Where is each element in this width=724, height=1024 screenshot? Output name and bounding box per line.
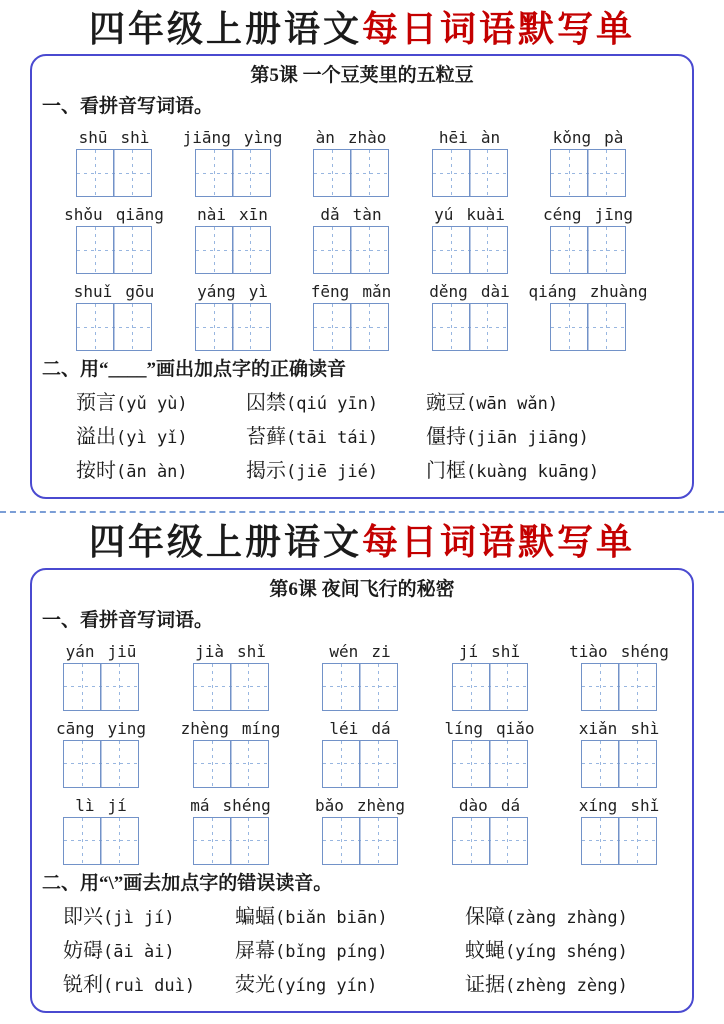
hanzi: 门框 • (426, 460, 466, 482)
writing-grid-box (63, 817, 139, 865)
pinyin-syllable: shǐ (237, 641, 266, 661)
pinyin-syllable: kuài (466, 205, 505, 225)
pinyin-label (66, 641, 137, 663)
pinyin-syllable: zhuàng (589, 282, 648, 302)
pinyin-grid-group (190, 795, 271, 865)
word-entry (465, 904, 692, 932)
pinyin-grid-group (180, 718, 281, 788)
writing-grid-box (193, 740, 269, 788)
worksheet-card-lesson6 (30, 568, 694, 1013)
pinyin-syllable: shéng (620, 641, 669, 661)
pinyin-syllable: zhèng (356, 795, 406, 815)
pinyin-syllable: àn (315, 128, 335, 148)
page-title (0, 521, 724, 563)
word-entry (76, 458, 246, 486)
word-choices-grid (63, 904, 692, 1000)
hanzi: 锐 •利 (63, 974, 103, 996)
word-pinyin: (qiú yīn) (286, 394, 379, 415)
hanzi: 保障 • (465, 906, 505, 928)
pinyin-label (579, 795, 659, 817)
pinyin-syllable: lì (75, 795, 95, 815)
word-pinyin: (kuàng kuāng) (466, 462, 600, 483)
pinyin-syllable: dào (458, 795, 488, 815)
writing-grid-box (452, 817, 528, 865)
pinyin-syllable: zhèng (180, 718, 229, 738)
word-entry (76, 390, 246, 418)
word-entry (76, 424, 246, 452)
worksheet-card-lesson5 (30, 54, 694, 499)
pinyin-grid-group (63, 795, 139, 865)
hanzi: 妨碍 • (63, 940, 103, 962)
pinyin-grid-group (578, 795, 660, 865)
hanzi: 蝙 •蝠 (235, 906, 275, 928)
pinyin-syllable: zi (371, 641, 391, 661)
writing-grid-box (63, 663, 139, 711)
pinyin-label (64, 204, 164, 226)
pinyin-grid-group (313, 127, 389, 197)
pinyin-syllable: jiāng (182, 128, 231, 148)
word-entry (63, 972, 235, 1000)
word-entry (235, 938, 465, 966)
pinyin-syllable: shì (120, 128, 150, 148)
page-title (0, 8, 724, 50)
hanzi: 证 •据 (465, 974, 505, 996)
pinyin-grid-group (182, 127, 283, 197)
writing-grid-box (313, 226, 389, 274)
hanzi: 僵 •持 (426, 426, 466, 448)
pinyin-label (459, 641, 520, 663)
pinyin-grid-group (76, 127, 152, 197)
pinyin-syllable: dá (500, 795, 521, 815)
writing-grid-box (452, 740, 528, 788)
word-pinyin: (zàng zhàng) (505, 907, 628, 928)
word-pinyin: (jì jí) (103, 907, 175, 928)
pinyin-syllable: yáng (197, 282, 236, 302)
pinyin-grid-group (73, 281, 155, 351)
pinyin-label (429, 281, 509, 303)
hanzi: 荧 •光 (235, 974, 275, 996)
word-entry (465, 972, 692, 1000)
page-title-red: 每日词语默写单 (362, 522, 636, 563)
pinyin-label (543, 204, 633, 226)
writing-grid-box (581, 663, 657, 711)
word-entry (426, 424, 692, 452)
pinyin-label (434, 204, 505, 226)
pinyin-grid-group (63, 641, 139, 711)
pinyin-syllable: děng (429, 282, 468, 302)
pinyin-grid-group (432, 204, 508, 274)
pinyin-label (183, 127, 283, 149)
pinyin-grid-group (569, 641, 669, 711)
pinyin-grid-group (313, 204, 389, 274)
writing-grid-box (432, 303, 508, 351)
section-one-heading: 一、看拼音写词语。 (42, 96, 214, 118)
pinyin-syllable: jí (107, 795, 127, 815)
pinyin-label (329, 718, 390, 740)
writing-grid-box (322, 817, 398, 865)
writing-grid-box (195, 226, 271, 274)
pinyin-label (75, 795, 127, 817)
pinyin-syllable: àn (480, 128, 501, 148)
word-pinyin: (bǐng píng) (275, 941, 388, 962)
pinyin-syllable: yán (65, 641, 95, 661)
pinyin-syllable: tàn (352, 205, 382, 225)
hanzi: 溢 •出 (76, 426, 116, 448)
word-pinyin: (jiē jié) (286, 462, 379, 483)
pinyin-label (197, 281, 268, 303)
pinyin-syllable: yìng (243, 128, 283, 148)
pinyin-label (459, 795, 520, 817)
word-pinyin: (biǎn biān) (275, 907, 388, 928)
writing-grid-box (550, 149, 626, 197)
pinyin-label (444, 718, 534, 740)
pinyin-grid-group (322, 641, 398, 711)
word-pinyin: (ruì duì) (103, 975, 196, 996)
pinyin-label (311, 281, 391, 303)
pinyin-label (439, 127, 500, 149)
pinyin-row (55, 718, 660, 788)
lesson-title: 第5课 一个豆荚里的五粒豆 (250, 65, 474, 87)
pinyin-label (195, 641, 266, 663)
pinyin-syllable: céng (542, 205, 582, 225)
section-two-heading: 二、用“\”画去加点字的错误读音。 (42, 872, 333, 894)
writing-grid-box (313, 149, 389, 197)
pinyin-syllable: míng (241, 718, 281, 738)
pinyin-label (197, 204, 268, 226)
pinyin-syllable: cāng (55, 718, 95, 738)
writing-grid-box (195, 149, 271, 197)
writing-grid-box (322, 663, 398, 711)
hanzi: 揭 •示 (246, 460, 286, 482)
pinyin-label (320, 204, 381, 226)
pinyin-syllable: shū (78, 128, 108, 148)
pinyin-syllable: yì (248, 282, 268, 302)
pinyin-syllable: jí (458, 641, 479, 661)
pinyin-syllable: má (190, 795, 210, 815)
pinyin-grid-group (528, 281, 648, 351)
pinyin-syllable: mǎn (362, 282, 392, 302)
pinyin-syllable: xiǎn (578, 718, 618, 738)
writing-grid-box (432, 226, 508, 274)
pinyin-grid-group (310, 281, 392, 351)
writing-grid-box (550, 226, 626, 274)
pinyin-syllable: dǎ (320, 205, 340, 225)
word-entry (246, 424, 426, 452)
pinyin-grid-group (578, 718, 660, 788)
pinyin-grid-group (322, 718, 398, 788)
pinyin-label (181, 718, 281, 740)
hanzi: 蚊蝇 • (465, 940, 505, 962)
word-pinyin: (jiān jiāng) (466, 428, 589, 449)
writing-grid-box (63, 740, 139, 788)
page-title-black: 四年级上册语文 (88, 522, 362, 563)
pinyin-grid-group (452, 795, 528, 865)
word-pinyin: (yǔ yù) (116, 394, 188, 415)
word-entry (246, 390, 426, 418)
word-entry (235, 972, 465, 1000)
pinyin-syllable: pà (604, 128, 624, 148)
writing-grid-box (313, 303, 389, 351)
blank-line: ____ (108, 359, 147, 381)
section-two-heading: 二、用“____”画出加点字的正确读音 (42, 359, 347, 381)
word-entry (235, 904, 465, 932)
page-divider (0, 511, 724, 513)
pinyin-syllable: kǒng (552, 128, 592, 148)
pinyin-label (569, 641, 669, 663)
writing-grid-box (76, 149, 152, 197)
pinyin-grid-group (55, 718, 147, 788)
pinyin-label (529, 281, 648, 303)
pinyin-syllable: fēng (310, 282, 350, 302)
pinyin-grid-group (195, 281, 271, 351)
pinyin-row (76, 127, 626, 197)
pinyin-syllable: shǐ (630, 795, 660, 815)
hanzi: 囚 •禁 (246, 392, 286, 414)
pinyin-syllable: léi (329, 718, 359, 738)
pinyin-syllable: líng (444, 718, 483, 738)
pinyin-grid-group (429, 281, 510, 351)
writing-grid-box (195, 303, 271, 351)
pinyin-grid-group (452, 641, 528, 711)
pinyin-syllable: shuǐ (73, 282, 113, 302)
word-entry (63, 904, 235, 932)
word-pinyin: (ān àn) (116, 462, 188, 483)
pinyin-syllable: yú (434, 205, 454, 225)
word-pinyin: (wān wǎn) (466, 394, 559, 415)
pinyin-label (329, 641, 390, 663)
writing-grid-box (322, 740, 398, 788)
pinyin-syllable: hēi (438, 128, 468, 148)
pinyin-grid-group (314, 795, 406, 865)
writing-grid-box (452, 663, 528, 711)
pinyin-label (553, 127, 624, 149)
pinyin-syllable: tiào (569, 641, 608, 661)
pinyin-row (63, 641, 669, 711)
pinyin-syllable: wén (329, 641, 359, 661)
lesson-title: 第6课 夜间飞行的秘密 (269, 578, 455, 600)
word-choices-grid (76, 390, 692, 486)
pinyin-label (316, 127, 387, 149)
word-pinyin: (āi ài) (103, 941, 175, 962)
word-pinyin: (yíng shéng) (505, 941, 628, 962)
word-entry (63, 938, 235, 966)
word-pinyin: (zhèng zèng) (505, 975, 628, 996)
pinyin-label (79, 127, 150, 149)
pinyin-syllable: shǒu (64, 205, 103, 225)
pinyin-syllable: qiǎo (496, 718, 535, 738)
pinyin-row (64, 204, 634, 274)
word-pinyin: (yíng yín) (275, 975, 378, 996)
pinyin-syllable: jīng (594, 205, 634, 225)
pinyin-label (579, 718, 659, 740)
pinyin-label (190, 795, 270, 817)
pinyin-row (63, 795, 660, 865)
page-title-black: 四年级上册语文 (88, 9, 362, 49)
pinyin-syllable: xíng (578, 795, 618, 815)
pinyin-syllable: xīn (239, 205, 268, 225)
writing-grid-box (581, 817, 657, 865)
pinyin-grid-group (193, 641, 269, 711)
pinyin-syllable: bǎo (314, 795, 344, 815)
pinyin-syllable: qiāng (115, 205, 164, 225)
pinyin-syllable: shǐ (491, 641, 521, 661)
word-entry (465, 938, 692, 966)
word-entry (246, 458, 426, 486)
writing-grid-box (76, 226, 152, 274)
pinyin-label (56, 718, 146, 740)
pinyin-grid-group (444, 718, 535, 788)
hanzi: 预 •言 (76, 392, 116, 414)
pinyin-syllable: shì (630, 718, 660, 738)
word-entry (426, 390, 692, 418)
pinyin-grid-group (432, 127, 508, 197)
pinyin-syllable: dài (480, 282, 510, 302)
writing-grid-box (550, 303, 626, 351)
hanzi: 屏 •幕 (235, 940, 275, 962)
pinyin-grid-group (542, 204, 634, 274)
pinyin-syllable: ying (107, 718, 147, 738)
pinyin-grid-group (195, 204, 271, 274)
pinyin-syllable: jià (195, 641, 224, 661)
word-pinyin: (yì yǐ) (116, 428, 188, 449)
word-pinyin: (tāi tái) (286, 428, 379, 449)
writing-grid-box (76, 303, 152, 351)
writing-grid-box (193, 817, 269, 865)
pinyin-syllable: gōu (125, 282, 155, 302)
hanzi: 豌 •豆 (426, 392, 466, 414)
pinyin-syllable: jiū (107, 641, 137, 661)
page-title-red: 每日词语默写单 (362, 9, 636, 49)
pinyin-label (74, 281, 154, 303)
pinyin-grid-group (64, 204, 164, 274)
pinyin-row (73, 281, 648, 351)
word-entry (426, 458, 692, 486)
pinyin-syllable: nài (197, 205, 226, 225)
pinyin-syllable: zhào (347, 128, 387, 148)
hanzi: 苔 •藓 (246, 426, 286, 448)
hanzi: 即兴 (63, 905, 103, 928)
writing-grid-box (432, 149, 508, 197)
pinyin-syllable: qiáng (528, 282, 577, 302)
pinyin-syllable: dá (371, 718, 391, 738)
writing-grid-box (581, 740, 657, 788)
pinyin-grid-group (550, 127, 626, 197)
hanzi: 按 •时 (76, 460, 116, 482)
section-one-heading: 一、看拼音写词语。 (42, 609, 214, 631)
pinyin-label (315, 795, 405, 817)
pinyin-syllable: shéng (222, 795, 271, 815)
writing-grid-box (193, 663, 269, 711)
